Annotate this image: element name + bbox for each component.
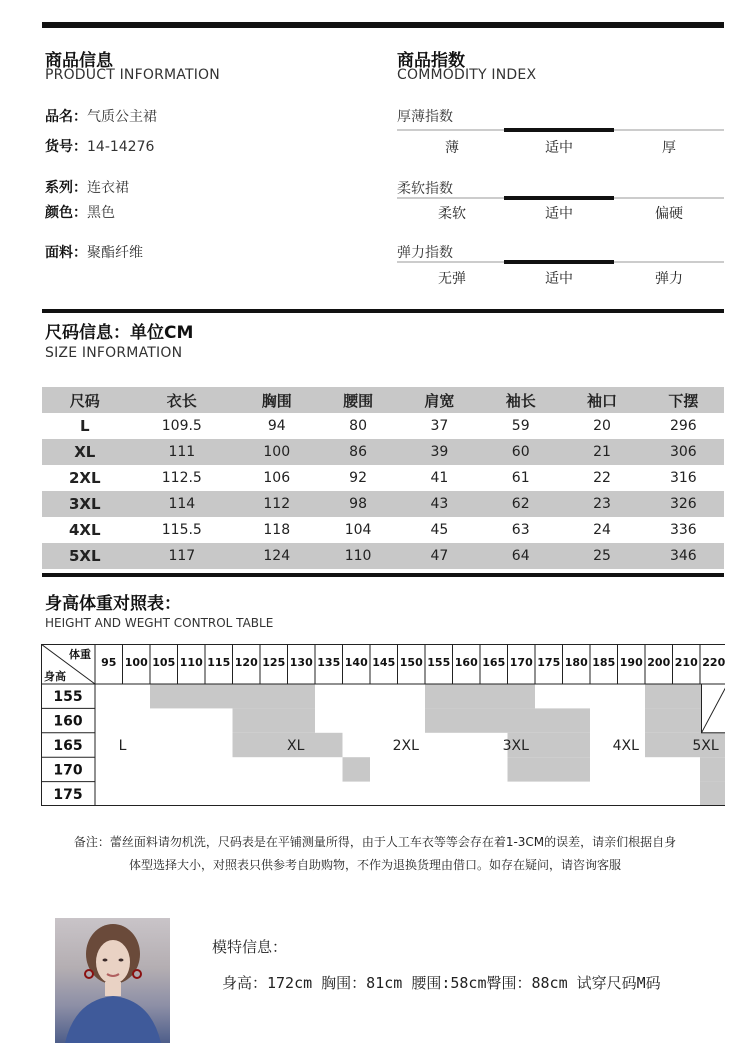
- table-cell: 124: [263, 548, 291, 564]
- size-col-header: 袖长: [505, 391, 536, 410]
- table-cell: 37: [430, 418, 449, 434]
- table-cell: 61: [511, 470, 530, 486]
- weight-label: 140: [344, 656, 368, 669]
- product-row-color: 颜色：黑色: [45, 205, 115, 221]
- size-zone-block: [343, 757, 371, 781]
- corner-weight-label: 体重: [69, 648, 91, 661]
- size-col-header: 下摆: [668, 391, 699, 410]
- size-zone-block: [425, 684, 535, 708]
- softness-index-title: 柔软指数: [397, 181, 453, 197]
- table-cell: 92: [349, 470, 367, 486]
- table-cell: 39: [430, 444, 449, 460]
- size-zone-label: L: [118, 738, 127, 754]
- weight-label: 160: [454, 656, 478, 669]
- weight-label: 125: [262, 656, 286, 669]
- weight-label: 100: [124, 656, 148, 669]
- table-cell: 64: [511, 548, 530, 564]
- model-portrait-icon: [55, 918, 170, 1043]
- table-cell: 45: [430, 522, 449, 538]
- weight-label: 120: [234, 656, 258, 669]
- note-line-1: 备注：蕾丝面料请勿机洗，尺码表是在平铺测量所得，由于人工车衣等等会存在着1-3CM的误差，请亲们根据自身: [73, 835, 677, 849]
- softness-option: 偏硬: [655, 206, 683, 222]
- size-col-header: 肩宽: [424, 391, 455, 410]
- corner-height-label: 身高: [44, 670, 66, 683]
- table-cell: 110: [344, 548, 372, 564]
- table-cell: 104: [344, 522, 372, 538]
- thickness-option: 适中: [545, 140, 573, 156]
- size-zone-label: 5XL: [692, 738, 719, 754]
- elasticity-scale-marker: [504, 260, 614, 264]
- table-cell: 86: [349, 444, 367, 460]
- product-row-series: 系列：连衣裙: [45, 180, 129, 196]
- size-col-header: 衣长: [166, 391, 197, 410]
- product-heading-en: PRODUCT INFORMATION: [45, 67, 220, 83]
- table-cell: 117: [168, 548, 196, 564]
- size-zone-label: 4XL: [612, 738, 639, 754]
- table-cell: 109.5: [161, 418, 202, 434]
- weight-label: 210: [674, 656, 698, 669]
- table-cell: 346: [669, 548, 697, 564]
- weight-label: 130: [289, 656, 313, 669]
- table-cell: 43: [430, 496, 449, 512]
- weight-label: 110: [179, 656, 203, 669]
- size-col-header: 尺码: [69, 391, 100, 410]
- table-cell: 22: [593, 470, 611, 486]
- weight-label: 145: [372, 656, 396, 669]
- thickness-option: 薄: [445, 140, 459, 156]
- table-cell: 2XL: [68, 469, 101, 487]
- model-photo: [55, 918, 170, 1043]
- table-cell: 106: [263, 470, 291, 486]
- table-cell: XL: [74, 443, 96, 461]
- size-table-header: [42, 387, 724, 413]
- table-cell: L: [79, 417, 90, 435]
- table-cell: 114: [168, 496, 196, 512]
- product-heading-cn: 商品信息: [45, 51, 113, 71]
- weight-label: 105: [152, 656, 176, 669]
- table-cell: 336: [669, 522, 697, 538]
- height-weight-grid: [41, 644, 725, 806]
- weight-label: 135: [317, 656, 341, 669]
- size-table: [42, 387, 724, 569]
- softness-scale-marker: [504, 196, 614, 200]
- softness-option: 适中: [545, 206, 573, 222]
- hw-heading-cn: 身高体重对照表：: [45, 594, 181, 614]
- table-cell: 111: [168, 444, 196, 460]
- table-row: [42, 413, 724, 439]
- size-zone-block: [150, 684, 315, 708]
- table-cell: 326: [669, 496, 697, 512]
- size-col-header: 胸围: [261, 391, 292, 410]
- section-divider: [42, 309, 724, 313]
- table-cell: 306: [669, 444, 697, 460]
- weight-label: 95: [101, 656, 117, 669]
- size-zone-block: [233, 708, 316, 732]
- size-col-header: 袖口: [587, 391, 618, 410]
- weight-label: 165: [482, 656, 506, 669]
- table-row: [42, 439, 724, 465]
- weight-label: 190: [619, 656, 643, 669]
- commodity-heading-en: COMMODITY INDEX: [397, 67, 537, 83]
- elasticity-option: 弹力: [655, 271, 683, 287]
- table-cell: 41: [430, 470, 449, 486]
- table-cell: 4XL: [68, 521, 101, 539]
- size-zone-block: [700, 757, 725, 781]
- hw-heading-en: HEIGHT AND WEGHT CONTROL TABLE: [45, 616, 274, 630]
- weight-label: 175: [537, 656, 561, 669]
- table-row: [42, 517, 724, 543]
- note-line-2: 体型选择大小，对照表只供参考自助购物，不作为退换货理由借口。如存在疑问，请咨询客服: [128, 858, 621, 872]
- height-label: 175: [53, 786, 83, 803]
- size-zone-label: XL: [287, 738, 305, 754]
- product-row-sku: 货号：14-14276: [45, 139, 155, 155]
- table-cell: 118: [263, 522, 291, 538]
- elasticity-option: 无弹: [438, 271, 466, 287]
- weight-label: 155: [427, 656, 451, 669]
- weight-label: 150: [399, 656, 423, 669]
- table-cell: 112.5: [161, 470, 202, 486]
- table-cell: 94: [267, 418, 286, 434]
- table-cell: 23: [593, 496, 611, 512]
- product-row-name: 品名：气质公主裙: [45, 109, 157, 125]
- size-zone-block: [700, 782, 725, 806]
- size-zone-label: 2XL: [392, 738, 419, 754]
- size-zone-label: 3XL: [502, 738, 529, 754]
- height-label: 165: [53, 738, 83, 754]
- height-label: 170: [53, 762, 83, 779]
- size-zone-block: [425, 708, 590, 732]
- section-divider: [42, 573, 724, 577]
- table-cell: 62: [511, 496, 530, 512]
- table-row: [42, 491, 724, 517]
- size-col-header: 腰围: [343, 391, 374, 410]
- size-heading-en: SIZE INFORMATION: [45, 345, 183, 361]
- elasticity-index-title: 弹力指数: [397, 245, 453, 261]
- weight-label: 180: [564, 656, 588, 669]
- thickness-scale-marker: [504, 128, 614, 132]
- table-cell: 3XL: [68, 495, 101, 513]
- table-cell: 100: [263, 444, 291, 460]
- softness-option: 柔软: [438, 206, 466, 222]
- table-cell: 5XL: [68, 547, 101, 565]
- table-cell: 21: [593, 444, 611, 460]
- model-info-details: 身高：172cm 胸围：81cm 腰围:58cm臀围：88cm 试穿尺码M码: [222, 974, 661, 992]
- table-cell: 112: [263, 496, 291, 512]
- weight-label: 185: [592, 656, 616, 669]
- table-cell: 20: [593, 418, 611, 434]
- table-cell: 80: [349, 418, 367, 434]
- commodity-heading-cn: 商品指数: [397, 51, 465, 71]
- model-info-title: 模特信息：: [212, 938, 288, 956]
- table-cell: 316: [669, 470, 697, 486]
- thickness-index-title: 厚薄指数: [397, 109, 453, 125]
- weight-label: 115: [207, 656, 231, 669]
- product-row-fabric: 面料：聚酯纤维: [45, 245, 143, 261]
- height-label: 160: [53, 713, 83, 730]
- size-heading-cn: 尺码信息：单位CM: [45, 323, 194, 343]
- weight-label: 220: [702, 656, 725, 669]
- table-cell: 24: [593, 522, 611, 538]
- thickness-option: 厚: [662, 140, 676, 156]
- height-label: 155: [53, 689, 83, 706]
- table-cell: 60: [511, 444, 530, 460]
- table-cell: 59: [511, 418, 530, 434]
- top-divider: [42, 22, 724, 28]
- weight-label: 200: [647, 656, 671, 669]
- table-cell: 25: [593, 548, 611, 564]
- table-cell: 296: [669, 418, 697, 434]
- table-row: [42, 465, 724, 491]
- table-cell: 63: [511, 522, 530, 538]
- size-zone-block: [508, 757, 591, 781]
- table-cell: 47: [430, 548, 449, 564]
- table-cell: 98: [349, 496, 367, 512]
- weight-label: 170: [509, 656, 533, 669]
- table-row: [42, 543, 724, 569]
- elasticity-option: 适中: [545, 271, 573, 287]
- table-cell: 115.5: [161, 522, 202, 538]
